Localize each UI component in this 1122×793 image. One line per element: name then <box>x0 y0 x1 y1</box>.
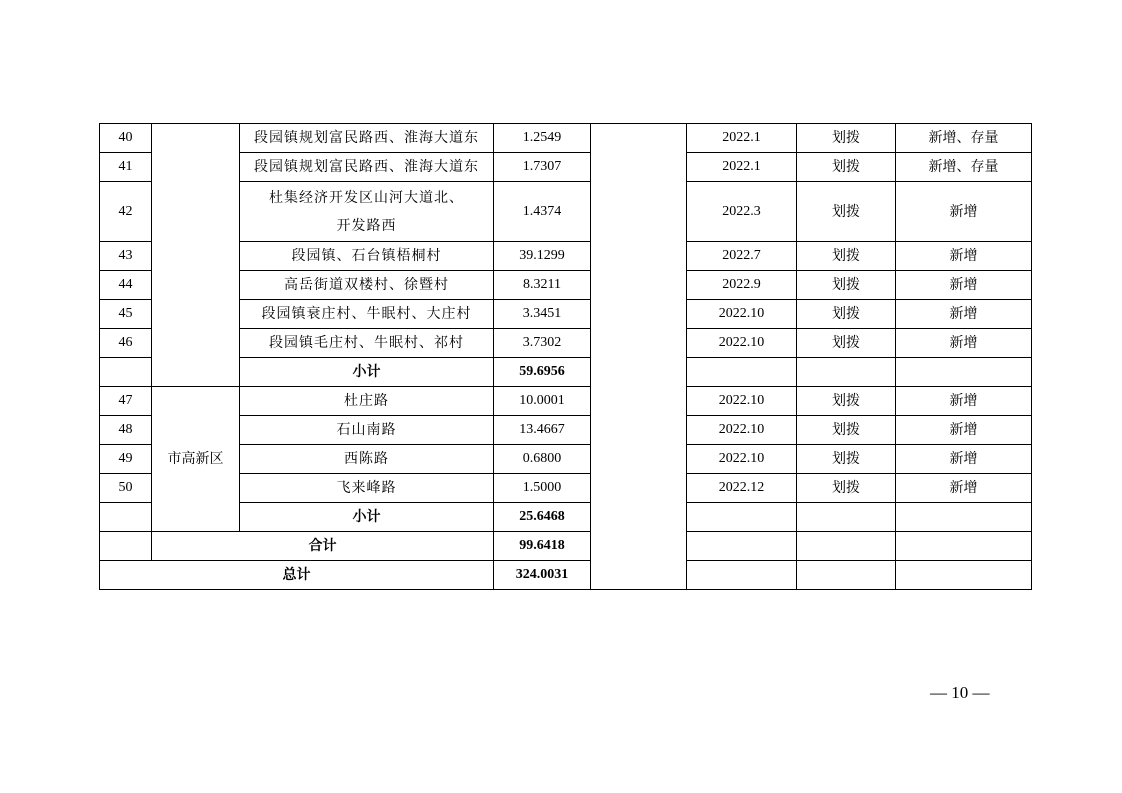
date-cell <box>687 561 797 590</box>
row-number: 47 <box>100 387 152 416</box>
date-cell: 2022.7 <box>687 242 797 271</box>
empty-column-cell <box>591 124 687 590</box>
location-cell: 段园镇规划富民路西、淮海大道东 <box>240 124 494 153</box>
area-cell: 13.4667 <box>494 416 591 445</box>
area-cell: 1.2549 <box>494 124 591 153</box>
date-cell: 2022.12 <box>687 474 797 503</box>
table-row <box>100 329 1032 358</box>
date-cell: 2022.10 <box>687 445 797 474</box>
row-number: 42 <box>100 182 152 242</box>
row-number <box>100 503 152 532</box>
district-cell <box>152 124 240 387</box>
type-cell: 新增 <box>896 474 1032 503</box>
location-cell: 飞来峰路 <box>240 474 494 503</box>
location-cell: 段园镇、石台镇梧桐村 <box>240 242 494 271</box>
location-cell: 西陈路 <box>240 445 494 474</box>
method-cell: 划拨 <box>797 271 896 300</box>
location-cell: 段园镇毛庄村、牛眠村、祁村 <box>240 329 494 358</box>
type-cell: 新增、存量 <box>896 124 1032 153</box>
location-line: 杜集经济开发区山河大道北、 <box>269 189 464 206</box>
type-cell: 新增 <box>896 416 1032 445</box>
page-number: — 10 — <box>930 683 990 702</box>
table-row <box>100 300 1032 329</box>
method-cell: 划拨 <box>797 387 896 416</box>
method-cell: 划拨 <box>797 416 896 445</box>
area-cell: 1.7307 <box>494 153 591 182</box>
subtotal-row <box>100 358 1032 387</box>
method-cell: 划拨 <box>797 124 896 153</box>
location-cell: 段园镇规划富民路西、淮海大道东 <box>240 153 494 182</box>
method-cell <box>797 358 896 387</box>
type-cell: 新增 <box>896 329 1032 358</box>
location-cell: 石山南路 <box>240 416 494 445</box>
area-cell: 39.1299 <box>494 242 591 271</box>
area-cell: 1.4374 <box>494 182 591 242</box>
location-cell: 杜庄路 <box>240 387 494 416</box>
subtotal-row <box>100 503 1032 532</box>
subtotal-label: 小计 <box>240 503 494 532</box>
method-cell: 划拨 <box>797 242 896 271</box>
row-number: 40 <box>100 124 152 153</box>
type-cell: 新增 <box>896 182 1032 242</box>
subtotal-area: 59.6956 <box>494 358 591 387</box>
type-cell <box>896 532 1032 561</box>
grand-total-label: 总计 <box>100 561 494 590</box>
row-number: 49 <box>100 445 152 474</box>
area-cell: 8.3211 <box>494 271 591 300</box>
method-cell: 划拨 <box>797 445 896 474</box>
area-cell: 10.0001 <box>494 387 591 416</box>
row-number: 48 <box>100 416 152 445</box>
method-cell <box>797 503 896 532</box>
table-row <box>100 153 1032 182</box>
date-cell <box>687 532 797 561</box>
table-row <box>100 387 1032 416</box>
area-cell: 0.6800 <box>494 445 591 474</box>
date-cell: 2022.10 <box>687 387 797 416</box>
row-number: 41 <box>100 153 152 182</box>
type-cell: 新增 <box>896 445 1032 474</box>
date-cell: 2022.10 <box>687 300 797 329</box>
method-cell: 划拨 <box>797 329 896 358</box>
location-cell: 高岳街道双楼村、徐暨村 <box>240 271 494 300</box>
row-number <box>100 358 152 387</box>
table-row <box>100 182 1032 242</box>
date-cell: 2022.10 <box>687 416 797 445</box>
method-cell <box>797 532 896 561</box>
method-cell: 划拨 <box>797 182 896 242</box>
type-cell: 新增 <box>896 387 1032 416</box>
method-cell: 划拨 <box>797 153 896 182</box>
grand-total-area: 324.0031 <box>494 561 591 590</box>
total-row <box>100 532 1032 561</box>
grand-total-row <box>100 561 1032 590</box>
area-cell: 1.5000 <box>494 474 591 503</box>
type-cell <box>896 561 1032 590</box>
method-cell: 划拨 <box>797 300 896 329</box>
method-cell: 划拨 <box>797 474 896 503</box>
date-cell: 2022.1 <box>687 124 797 153</box>
table-row <box>100 242 1032 271</box>
row-number <box>100 532 152 561</box>
table-row <box>100 271 1032 300</box>
land-supply-table <box>99 123 1032 590</box>
date-cell <box>687 358 797 387</box>
location-line: 开发路西 <box>336 217 397 234</box>
row-number: 43 <box>100 242 152 271</box>
date-cell: 2022.1 <box>687 153 797 182</box>
area-cell: 3.7302 <box>494 329 591 358</box>
subtotal-label: 小计 <box>240 358 494 387</box>
row-number: 50 <box>100 474 152 503</box>
area-cell: 3.3451 <box>494 300 591 329</box>
location-cell: 段园镇衰庄村、牛眠村、大庄村 <box>240 300 494 329</box>
type-cell: 新增 <box>896 300 1032 329</box>
type-cell <box>896 358 1032 387</box>
total-label: 合计 <box>152 532 494 561</box>
date-cell <box>687 503 797 532</box>
table-row <box>100 416 1032 445</box>
date-cell: 2022.9 <box>687 271 797 300</box>
total-area: 99.6418 <box>494 532 591 561</box>
date-cell: 2022.3 <box>687 182 797 242</box>
date-cell: 2022.10 <box>687 329 797 358</box>
row-number: 45 <box>100 300 152 329</box>
subtotal-area: 25.6468 <box>494 503 591 532</box>
type-cell <box>896 503 1032 532</box>
row-number: 44 <box>100 271 152 300</box>
type-cell: 新增 <box>896 242 1032 271</box>
location-cell <box>240 182 494 242</box>
type-cell: 新增 <box>896 271 1032 300</box>
district-cell: 市高新区 <box>152 387 240 532</box>
method-cell <box>797 561 896 590</box>
row-number: 46 <box>100 329 152 358</box>
type-cell: 新增、存量 <box>896 153 1032 182</box>
table-row <box>100 124 1032 153</box>
table-row <box>100 474 1032 503</box>
table-row <box>100 445 1032 474</box>
